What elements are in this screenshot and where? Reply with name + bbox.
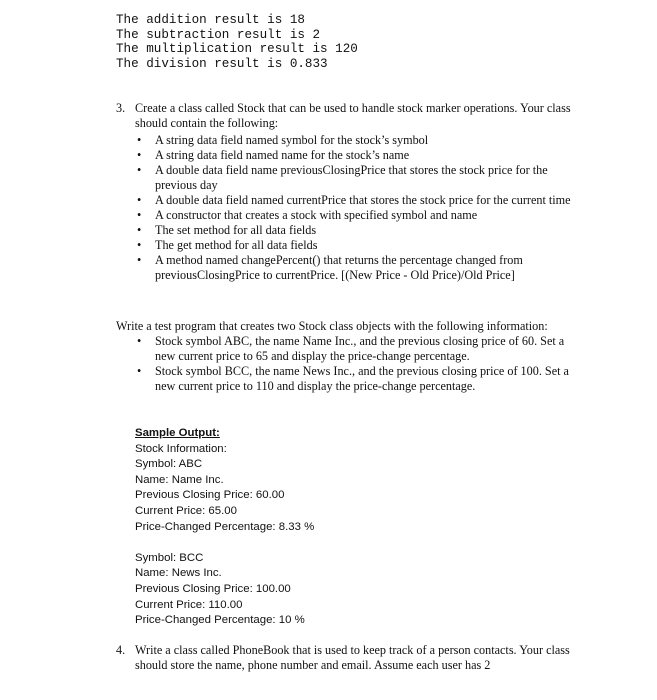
sample-line: Current Price: 110.00 (135, 598, 243, 611)
stock-requirements-list (136, 133, 586, 283)
bullet-icon: • (137, 208, 142, 222)
sample-spacer (135, 535, 435, 551)
bullet-icon: • (137, 133, 142, 147)
bullet-icon: • (137, 364, 142, 378)
list-item: • The get method for all data fields (137, 238, 318, 252)
sample-line: Previous Closing Price: 100.00 (135, 582, 291, 595)
sample-line: Symbol: ABC (135, 458, 203, 471)
code-line-multiplication: The multiplication result is 120 (116, 42, 358, 57)
question-4 (116, 643, 605, 673)
bullet-icon: • (137, 238, 142, 252)
bullet-icon: • (137, 334, 142, 348)
question-3-intro (116, 101, 605, 131)
test-program-intro: Write a test program that creates two Stock class objects with the following information: (116, 319, 548, 333)
sample-line: Name: Name Inc. (135, 473, 224, 486)
sample-line: Price-Changed Percentage: 10 % (135, 614, 305, 627)
list-item: • The set method for all data fields (137, 223, 317, 237)
list-item: • A double data field named currentPrice that stores the stock price for the current time (137, 193, 571, 207)
test-program-list (136, 334, 586, 394)
sample-output-block (135, 426, 435, 629)
list-item: • A string data field named symbol for the stock’s symbol (137, 133, 429, 147)
list-item: • A constructor that creates a stock with specified symbol and name (137, 208, 478, 222)
list-item: • A method named changePercent() that returns the percentage changed from previousClosingPrice to currentPrice. [(New Price - Old Price)/Old Price] (137, 253, 523, 282)
code-line-division: The division result is 0.833 (116, 56, 328, 71)
code-line-subtraction: The subtraction result is 2 (116, 27, 321, 42)
code-output-block (116, 13, 358, 71)
list-item: • Stock symbol BCC, the name News Inc., and the previous closing price of 100. Set a new current price to 110 and display the price-change percentage. (137, 364, 569, 393)
bullet-icon: • (137, 253, 142, 267)
sample-line: Name: News Inc. (135, 567, 222, 580)
sample-line: Stock Information: (135, 442, 227, 455)
bullet-icon: • (137, 163, 142, 177)
sample-line: Current Price: 65.00 (135, 504, 237, 517)
bullet-icon: • (137, 193, 142, 207)
sample-line: Symbol: BCC (135, 551, 204, 564)
question-3-text: Create a class called Stock that can be used to handle stock marker operations. Your class should contain the following: (135, 101, 571, 130)
question-4-text: Write a class called PhoneBook that is used to keep track of a person contacts. Your class should store the name, phone number and email. Assume each user has 2 (135, 643, 570, 672)
question-4-number: 4. (116, 643, 126, 657)
list-item: • A double data field name previousClosingPrice that stores the stock price for the previous day (137, 163, 548, 192)
list-item: • Stock symbol ABC, the name Name Inc., and the previous closing price of 60. Set a new current price to 65 and display the price-change percentage. (137, 334, 565, 363)
sample-line: Previous Closing Price: 60.00 (135, 489, 285, 502)
question-3-number: 3. (116, 101, 126, 115)
list-item: • A string data field named name for the stock’s name (137, 148, 410, 162)
bullet-icon: • (137, 223, 142, 237)
code-line-addition: The addition result is 18 (116, 13, 305, 27)
bullet-icon: • (137, 148, 142, 162)
sample-output-heading: Sample Output: (135, 427, 220, 439)
sample-line: Price-Changed Percentage: 8.33 % (135, 520, 315, 533)
